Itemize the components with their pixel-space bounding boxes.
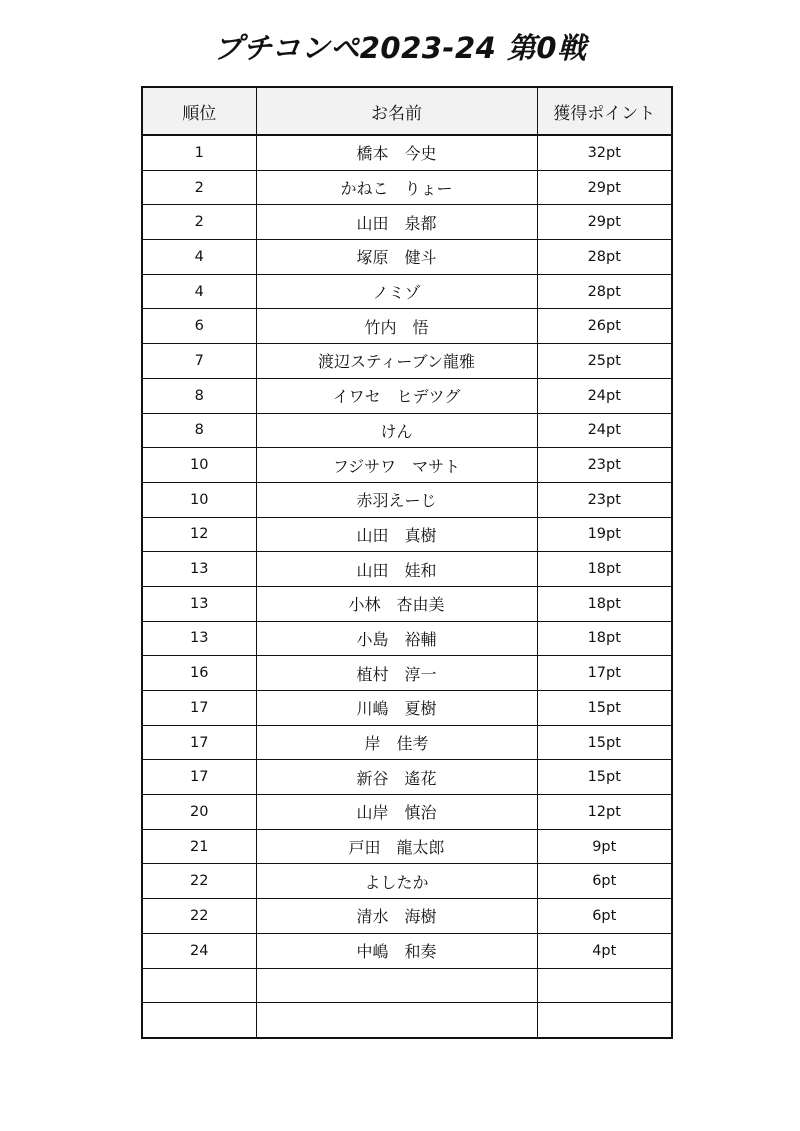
name-cell: 竹内 悟 xyxy=(256,309,537,344)
points-cell: 24pt xyxy=(537,378,672,413)
table-row xyxy=(142,656,672,691)
points-cell: 6pt xyxy=(537,899,672,934)
table-row xyxy=(142,482,672,517)
name-cell: 塚原 健斗 xyxy=(256,240,537,275)
name-cell: 清水 海樹 xyxy=(256,899,537,934)
name-cell: 山田 泉都 xyxy=(256,205,537,240)
rank-cell: 12 xyxy=(142,517,256,552)
table-row xyxy=(142,691,672,726)
rank-cell: 13 xyxy=(142,621,256,656)
rank-cell: 17 xyxy=(142,725,256,760)
header-name: お名前 xyxy=(256,87,537,135)
table-row xyxy=(142,829,672,864)
points-cell: 23pt xyxy=(537,482,672,517)
rank-cell: 21 xyxy=(142,829,256,864)
rank-cell: 1 xyxy=(142,135,256,170)
table-row xyxy=(142,344,672,379)
table-row xyxy=(142,1003,672,1038)
table-row xyxy=(142,899,672,934)
table-row xyxy=(142,170,672,205)
table-row xyxy=(142,274,672,309)
points-cell xyxy=(537,968,672,1003)
points-cell: 18pt xyxy=(537,552,672,587)
rank-cell: 20 xyxy=(142,795,256,830)
rank-cell: 4 xyxy=(142,274,256,309)
name-cell xyxy=(256,1003,537,1038)
table-row xyxy=(142,864,672,899)
name-cell: 川嶋 夏樹 xyxy=(256,691,537,726)
table-row xyxy=(142,413,672,448)
ranking-body xyxy=(142,135,672,1038)
table-row xyxy=(142,135,672,170)
points-cell: 15pt xyxy=(537,691,672,726)
rank-cell: 16 xyxy=(142,656,256,691)
points-cell: 15pt xyxy=(537,760,672,795)
rank-cell: 6 xyxy=(142,309,256,344)
name-cell: 植村 淳一 xyxy=(256,656,537,691)
name-cell: 新谷 遙花 xyxy=(256,760,537,795)
rank-cell: 8 xyxy=(142,378,256,413)
rank-cell: 17 xyxy=(142,760,256,795)
rank-cell: 13 xyxy=(142,552,256,587)
name-cell: かねこ りょー xyxy=(256,170,537,205)
rank-cell: 22 xyxy=(142,864,256,899)
points-cell: 15pt xyxy=(537,725,672,760)
name-cell: 渡辺スティーブン龍雅 xyxy=(256,344,537,379)
name-cell: 岸 佳考 xyxy=(256,725,537,760)
points-cell: 4pt xyxy=(537,933,672,968)
rank-cell: 4 xyxy=(142,240,256,275)
points-cell: 28pt xyxy=(537,240,672,275)
rank-cell: 8 xyxy=(142,413,256,448)
points-cell: 25pt xyxy=(537,344,672,379)
rank-cell: 13 xyxy=(142,586,256,621)
table-row xyxy=(142,760,672,795)
name-cell: フジサワ マサト xyxy=(256,448,537,483)
points-cell: 18pt xyxy=(537,621,672,656)
points-cell: 18pt xyxy=(537,586,672,621)
rank-cell: 10 xyxy=(142,482,256,517)
table-row xyxy=(142,240,672,275)
table-row xyxy=(142,309,672,344)
table-row xyxy=(142,621,672,656)
page-title: プチコンペ2023-24 第0戦 xyxy=(213,31,587,65)
name-cell: 山岸 慎治 xyxy=(256,795,537,830)
table-row xyxy=(142,205,672,240)
points-cell: 32pt xyxy=(537,135,672,170)
points-cell xyxy=(537,1003,672,1038)
rank-cell: 2 xyxy=(142,170,256,205)
points-cell: 29pt xyxy=(537,205,672,240)
points-cell: 12pt xyxy=(537,795,672,830)
rank-cell: 17 xyxy=(142,691,256,726)
points-cell: 17pt xyxy=(537,656,672,691)
name-cell: 山田 娃和 xyxy=(256,552,537,587)
header-rank: 順位 xyxy=(142,87,256,135)
header-points: 獲得ポイント xyxy=(537,87,672,135)
name-cell: 橋本 今史 xyxy=(256,135,537,170)
name-cell: 赤羽えーじ xyxy=(256,482,537,517)
rank-cell: 10 xyxy=(142,448,256,483)
points-cell: 9pt xyxy=(537,829,672,864)
points-cell: 24pt xyxy=(537,413,672,448)
table-row xyxy=(142,933,672,968)
points-cell: 29pt xyxy=(537,170,672,205)
rank-cell: 24 xyxy=(142,933,256,968)
table-header-row xyxy=(142,87,672,135)
table-row xyxy=(142,517,672,552)
name-cell: 小島 裕輔 xyxy=(256,621,537,656)
name-cell: 戸田 龍太郎 xyxy=(256,829,537,864)
name-cell: 山田 真樹 xyxy=(256,517,537,552)
table-row xyxy=(142,448,672,483)
rank-cell: 7 xyxy=(142,344,256,379)
points-cell: 28pt xyxy=(537,274,672,309)
name-cell: けん xyxy=(256,413,537,448)
rank-cell xyxy=(142,968,256,1003)
table-row xyxy=(142,968,672,1003)
table-row xyxy=(142,552,672,587)
table-row xyxy=(142,378,672,413)
table-row xyxy=(142,795,672,830)
name-cell: よしたか xyxy=(256,864,537,899)
rank-cell: 2 xyxy=(142,205,256,240)
points-cell: 26pt xyxy=(537,309,672,344)
table-row xyxy=(142,586,672,621)
rank-cell: 22 xyxy=(142,899,256,934)
points-cell: 23pt xyxy=(537,448,672,483)
name-cell: 小林 杏由美 xyxy=(256,586,537,621)
name-cell xyxy=(256,968,537,1003)
points-cell: 6pt xyxy=(537,864,672,899)
ranking-table xyxy=(141,86,673,1039)
name-cell: 中嶋 和奏 xyxy=(256,933,537,968)
name-cell: イワセ ヒデツグ xyxy=(256,378,537,413)
points-cell: 19pt xyxy=(537,517,672,552)
name-cell: ノミゾ xyxy=(256,274,537,309)
rank-cell xyxy=(142,1003,256,1038)
table-row xyxy=(142,725,672,760)
